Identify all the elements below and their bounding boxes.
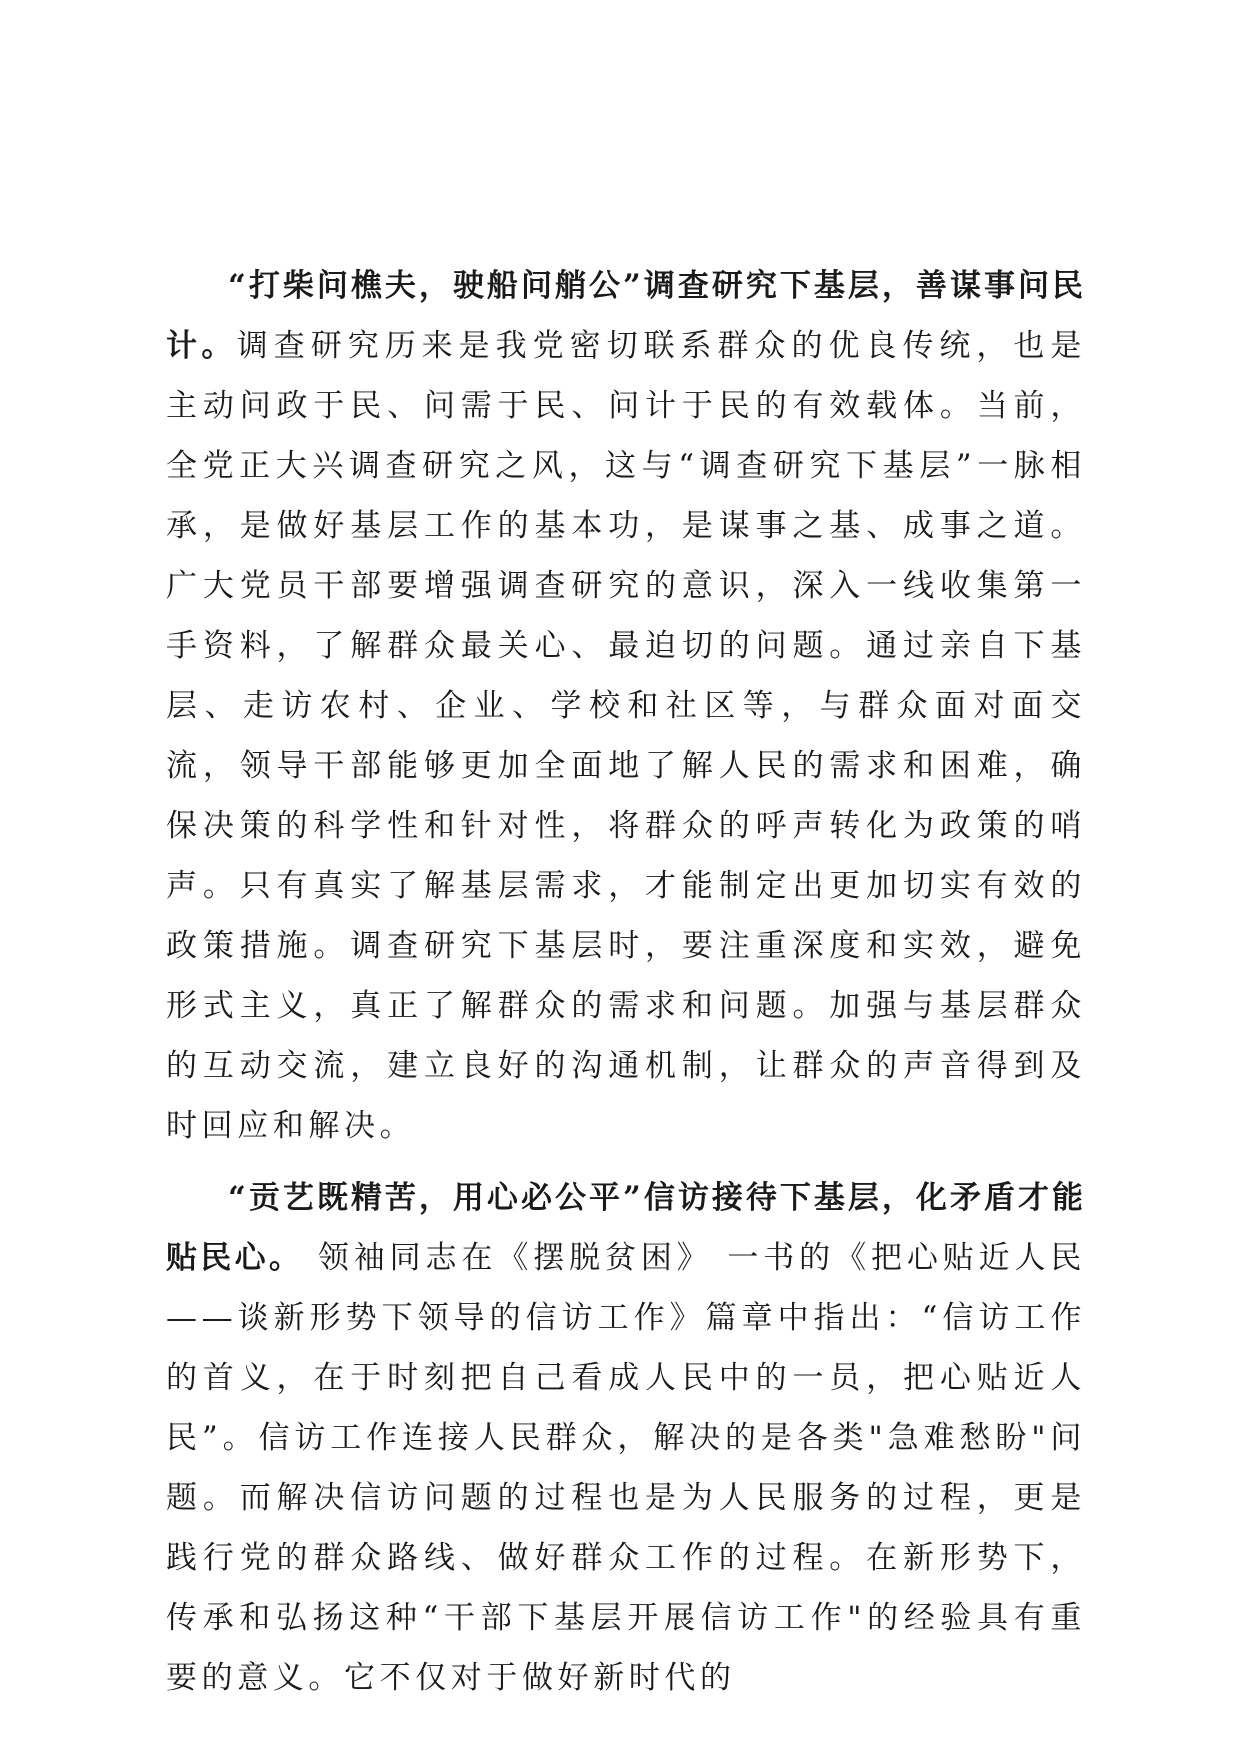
document-page: [166, 256, 1086, 1708]
paragraph-petition: [166, 1168, 1086, 1708]
paragraph-body: 调查研究历来是我党密切联系群众的优良传统，也是主动问政于民、问需于民、问计于民的有效载体。当前，全党正大兴调查研究之风，这与“调查研究下基层”一脉相承，是做好基层工作的基本功，是谋事之基、成事之道。广大党员干部要增强调查研究的意识，深入一线收集第一手资料，了解群众最关心、最迫切的问题。通过亲自下基层、走访农村、企业、学校和社区等，与群众面对面交流，领导干部能够更加全面地了解人民的需求和困难，确保决策的科学性和针对性，将群众的呼声转化为政策的哨声。只有真实了解基层需求，才能制定出更加切实有效的政策措施。调查研究下基层时，要注重深度和实效，避免形式主义，真正了解群众的需求和问题。加强与基层群众的互动交流，建立良好的沟通机制，让群众的声音得到及时回应和解决。: [166, 328, 1086, 1144]
paragraph-lead: “打柴问樵夫，驶船问艄公”调查研究下基层，善谋事问民计。: [166, 268, 1086, 364]
paragraph-investigation: [166, 256, 1086, 1156]
paragraph-lead: “贡艺既精苦，用心必公平”信访接待下基层，化矛盾才能贴民心。: [166, 1180, 1086, 1276]
paragraph-body: 领袖同志在《摆脱贫困》 一书的《把心贴近人民——谈新形势下领导的信访工作》篇章中指出：“信访工作的首义，在于时刻把自己看成人民中的一员，把心贴近人民”。信访工作连接人民群众，解决的是各类"急难愁盼"问题。而解决信访问题的过程也是为人民服务的过程，更是践行党的群众路线、做好群众工作的过程。在新形势下，传承和弘扬这种“干部下基层开展信访工作"的经验具有重要的意义。它不仅对于做好新时代的: [166, 1240, 1086, 1696]
